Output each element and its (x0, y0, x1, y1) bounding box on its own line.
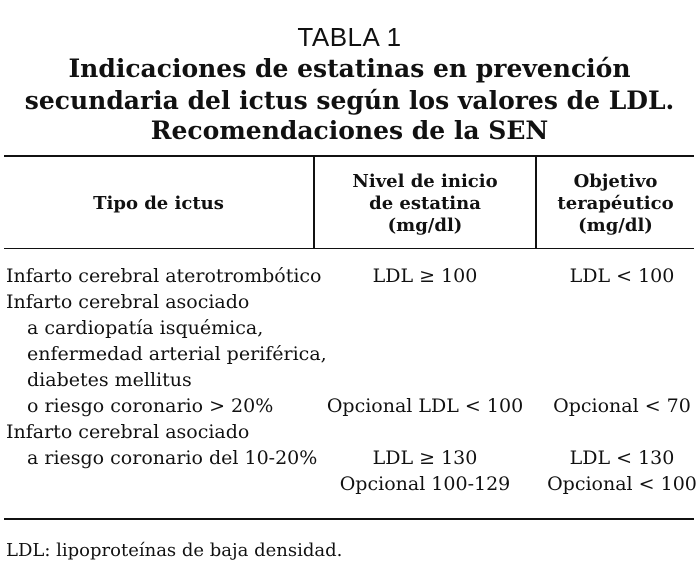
column-header-objetivo-line-2: terapéutico (557, 193, 674, 214)
table-title-line-2: secundaria del ictus según los valores de LDL. (24, 86, 675, 115)
row2-tipo-line-1: Infarto cerebral asociado (6, 291, 250, 313)
row2-tipo-line-2: a cardiopatía isquémica, (27, 317, 264, 339)
row1-nivel: LDL ≥ 100 (372, 265, 478, 287)
row3-objetivo-line-2: Opcional < 100 (547, 473, 697, 495)
row3-tipo-line-2: a riesgo coronario del 10-20% (27, 447, 318, 469)
row3-objetivo-line-1: LDL < 130 (569, 447, 675, 469)
table-title-line-3: Recomendaciones de la SEN (150, 116, 549, 145)
table-footnote: LDL: lipoproteínas de baja densidad. (6, 540, 343, 561)
table-title-line-1: Indicaciones de estatinas en prevención (68, 54, 631, 83)
row3-tipo-line-1: Infarto cerebral asociado (6, 421, 250, 443)
row3-nivel-line-1: LDL ≥ 130 (372, 447, 478, 469)
row2-objetivo: Opcional < 70 (553, 395, 691, 417)
row2-tipo-line-5: o riesgo coronario > 20% (27, 395, 274, 417)
column-header-nivel (315, 171, 535, 237)
column-header-nivel-line-1: Nivel de inicio (352, 171, 498, 192)
table-top-rule (4, 155, 694, 157)
row1-objetivo: LDL < 100 (569, 265, 675, 287)
column-header-objetivo-line-3: (mg/dl) (578, 215, 653, 236)
header-bottom-rule (4, 248, 694, 249)
table-label: TABLA 1 (297, 22, 402, 52)
column-header-tipo-text: Tipo de ictus (93, 193, 224, 214)
column-header-tipo (4, 193, 313, 215)
table-bottom-rule (4, 518, 694, 520)
row3-nivel-line-2: Opcional 100-129 (339, 473, 511, 495)
row2-tipo-line-4: diabetes mellitus (27, 369, 192, 391)
column-header-objetivo (537, 171, 694, 237)
column-header-nivel-line-3: (mg/dl) (387, 215, 463, 236)
column-header-objetivo-line-1: Objetivo (573, 171, 658, 192)
column-header-nivel-line-2: de estatina (369, 193, 481, 214)
row1-tipo: Infarto cerebral aterotrombótico (6, 265, 322, 287)
row2-tipo-line-3: enfermedad arterial periférica, (27, 343, 327, 365)
row2-nivel: Opcional LDL < 100 (326, 395, 524, 417)
